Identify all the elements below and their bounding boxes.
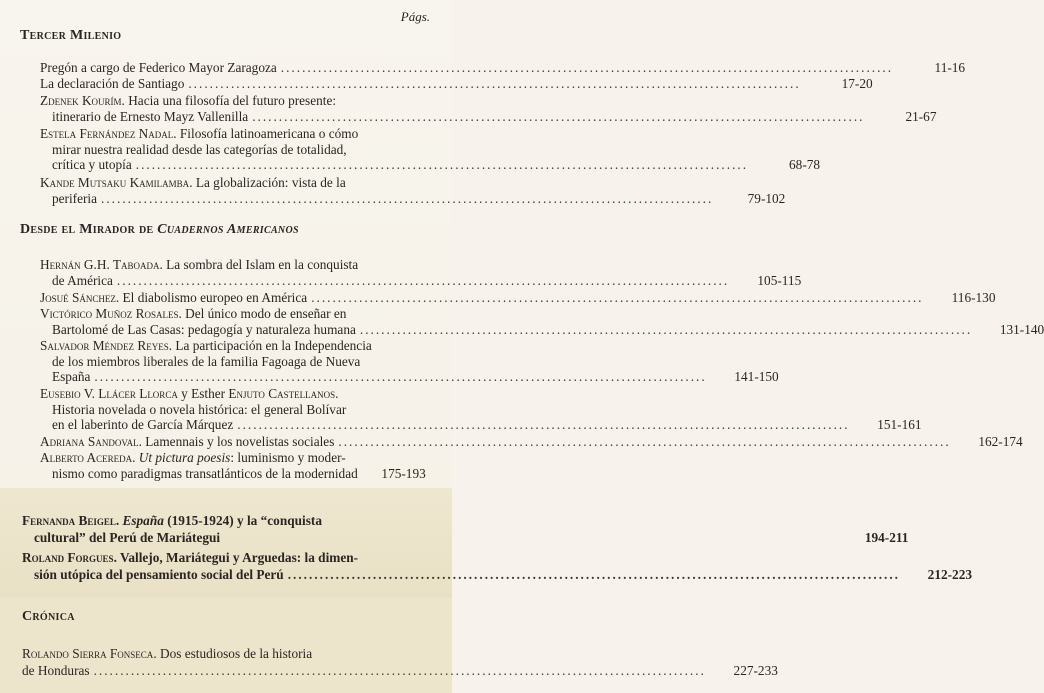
toc-entry[interactable] <box>40 126 821 173</box>
entry-title: . Dos estudiosos de la historia <box>153 646 313 661</box>
dot-leader <box>94 369 706 385</box>
dot-leader <box>281 60 893 76</box>
entry-author: Eusebio V. Llácer Llorca <box>40 386 178 401</box>
section-title-prefix: Desde el Mirador de <box>20 222 154 237</box>
entry-author: Kande Mutsaku Kamilamba <box>40 175 190 190</box>
toc-entry[interactable] <box>40 386 922 433</box>
entry-pages: 11-16 <box>934 60 966 75</box>
toc-entry[interactable] <box>40 93 937 124</box>
entry-title-italic: España <box>122 513 164 528</box>
entry-author: Fernanda Beigel <box>22 513 116 528</box>
dot-leader <box>237 417 849 433</box>
entry-pages: 79-102 <box>747 190 786 206</box>
entry-author: Salvador Méndez Reyes <box>40 338 169 353</box>
entry-title-cont: de los miembros liberales de la familia Fagoaga de Nueva <box>52 353 361 369</box>
entry-author: Rolando Sierra Fonseca <box>22 646 154 661</box>
entry-pages: 151-161 <box>877 417 922 432</box>
entry-title-italic: Ut pictura poesis <box>138 450 231 465</box>
entry-title-cont: de Honduras <box>22 663 90 678</box>
entry-title: . Del único modo de enseñar en <box>178 306 347 321</box>
toc-entry[interactable] <box>40 290 996 306</box>
entry-title-cont: España <box>52 369 91 384</box>
entry-pages: 227-233 <box>733 663 778 678</box>
dot-leader <box>117 273 729 289</box>
entry-title: . Vallejo, Mariátegui y Arguedas: la dimen- <box>113 550 359 565</box>
entry-author: Zdenek Kourím <box>40 93 122 108</box>
section-title-cronica: Crónica <box>22 609 75 624</box>
entry-title-cont: Historia novelada o novela histórica: el general Bolívar <box>52 401 347 417</box>
entry-title-cont: periferia <box>52 190 98 206</box>
dot-leader <box>101 191 713 207</box>
entry-title-cont: itinerario de Ernesto Mayz Vallenilla <box>52 108 249 124</box>
entry-pages: 17-20 <box>841 76 873 91</box>
entry-author: Roland Forgues <box>22 550 114 565</box>
section-title-journal: Cuadernos Americanos <box>157 222 299 237</box>
entry-title-cont: de América <box>52 272 113 288</box>
entry-pages: 162-174 <box>978 434 1023 449</box>
entry-pages: 116-130 <box>951 290 996 305</box>
toc-entry[interactable] <box>40 60 966 76</box>
entry-title: . La globalización: vista de la <box>189 175 346 190</box>
dot-leader <box>288 566 900 583</box>
dot-leader <box>311 290 923 306</box>
entry-title-sep: . <box>132 450 139 465</box>
dot-leader <box>360 322 972 338</box>
entry-title-cont: mirar nuestra realidad desde las categorías de totalidad, <box>52 141 347 157</box>
entry-pages: 175-193 <box>381 465 426 481</box>
entry-title-cont: crítica y utopía <box>52 157 132 172</box>
dot-leader <box>252 109 864 125</box>
entry-pages: 105-115 <box>757 272 802 288</box>
entry-pages: 21-67 <box>905 108 937 124</box>
entry-title: . Filosofía latinoamericana o cómo <box>173 126 359 141</box>
entry-author-2: Enjuto Castellanos <box>228 386 336 401</box>
dot-leader <box>136 157 748 173</box>
entry-title: . La sombra del Islam en la conquista <box>159 257 359 272</box>
entry-title: La declaración de Santiago <box>40 76 185 91</box>
toc-entry[interactable] <box>40 306 1044 337</box>
toc-entry[interactable] <box>40 338 779 385</box>
dot-leader <box>188 76 800 92</box>
dot-leader <box>338 434 950 450</box>
entry-author: Alberto Acereda <box>40 450 133 465</box>
entry-author: Estela Fernández Nadal <box>40 126 174 141</box>
entry-title-sep: . <box>115 513 123 528</box>
pages-column-header: Págs. <box>400 9 430 24</box>
entry-title: (1915-1924) y la “conquista <box>163 513 322 528</box>
section-title-tercer-milenio: Tercer Milenio <box>20 28 122 43</box>
entry-title-cont: sión utópica del pensamiento social del Perú <box>34 567 284 582</box>
section-title-desde-el-mirador <box>20 222 299 238</box>
entry-title: : luminismo y moder- <box>230 450 346 465</box>
entry-pages: 131-140 <box>999 321 1044 337</box>
entry-author: Josué Sánchez <box>40 290 116 305</box>
dot-leader <box>94 662 706 679</box>
entry-title: . Hacia una filosofía del futuro presente: <box>121 93 337 108</box>
entry-title: . La participación en la Independencia <box>168 338 372 353</box>
entry-author: Adriana Sandoval <box>40 434 139 449</box>
entry-pages: 68-78 <box>789 157 821 172</box>
toc-entry[interactable] <box>40 76 873 92</box>
entry-connector: y Esther <box>177 386 229 401</box>
entry-pages: 141-150 <box>734 369 779 384</box>
entry-author: Hernán G.H. Taboada <box>40 257 160 272</box>
entry-pages: 212-223 <box>927 567 972 582</box>
toc-entry[interactable] <box>40 450 442 481</box>
toc-entry[interactable] <box>22 549 972 583</box>
entry-title-cont: en el laberinto de García Márquez <box>52 417 234 432</box>
entry-title-cont: nismo como paradigmas transatlánticos de la modernidad <box>52 465 358 481</box>
toc-entry[interactable] <box>22 512 909 546</box>
entry-title: . <box>335 386 339 401</box>
toc-entry[interactable] <box>40 175 786 206</box>
toc-entry[interactable] <box>22 645 778 679</box>
entry-title: . Lamennais y los novelistas sociales <box>138 434 335 449</box>
entry-title: Pregón a cargo de Federico Mayor Zaragoza <box>40 60 277 75</box>
entry-pages: 194-211 <box>864 530 909 545</box>
toc-entry[interactable] <box>40 434 1023 450</box>
entry-title: . El diabolismo europeo en América <box>115 290 308 305</box>
entry-title-cont: Bartolomé de Las Casas: pedagogía y naturaleza humana <box>52 321 356 337</box>
entry-author: Victórico Muñoz Rosales <box>40 306 179 321</box>
toc-entry[interactable] <box>40 257 802 288</box>
entry-title-cont: cultural” del Perú de Mariátegui <box>34 530 221 545</box>
